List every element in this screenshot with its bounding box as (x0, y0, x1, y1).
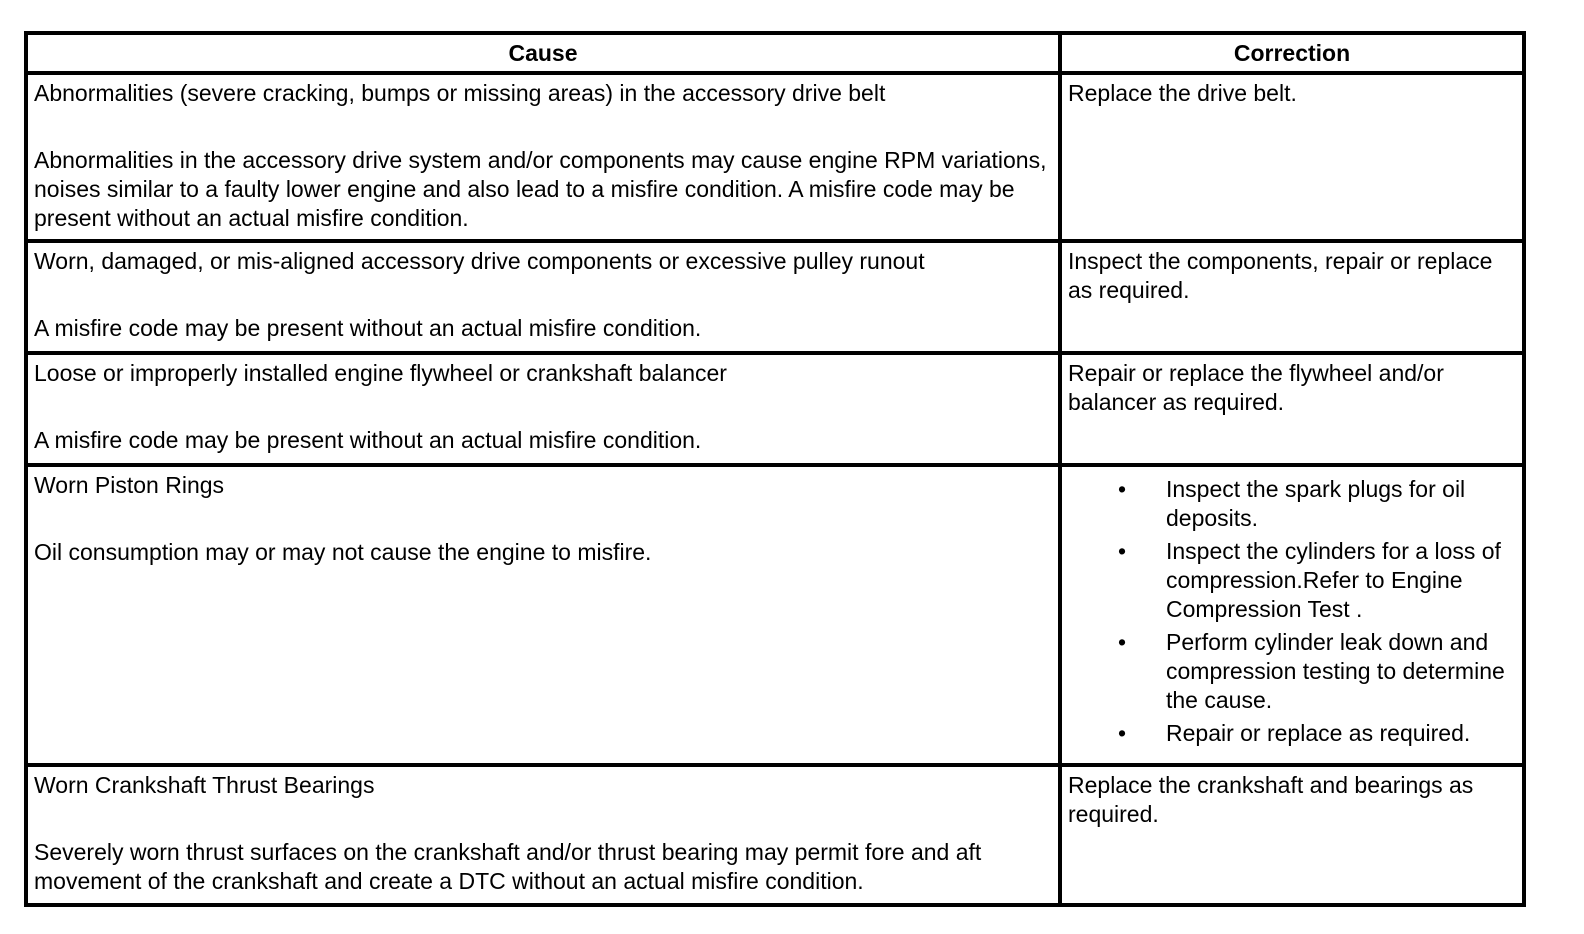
table-row (26, 465, 1524, 765)
cause-note: Abnormalities in the accessory drive system and/or components may cause engine RPM variations, noises similar to a faulty lower engine and also lead to a misfire condition. A misfire code may be present without an actual misfire condition. (34, 147, 1047, 231)
correction-cell (1060, 765, 1524, 905)
correction-item-text: Inspect the spark plugs for oil deposits. (1166, 476, 1466, 531)
cause-note: A misfire code may be present without an actual misfire condition. (34, 315, 702, 341)
correction-item-text: Perform cylinder leak down and compression testing to determine the cause. (1166, 629, 1505, 713)
correction-item-text: Inspect the cylinders for a loss of compression.Refer to Engine Compression Test . (1166, 538, 1501, 622)
cause-text: Loose or improperly installed engine flywheel or crankshaft balancer (34, 360, 727, 386)
bullet-icon: • (1117, 629, 1127, 655)
cause-text: Worn, damaged, or mis-aligned accessory drive components or excessive pulley runout (34, 248, 925, 274)
cause-cell (26, 765, 1060, 905)
list-item (1068, 719, 1516, 748)
list-item (1068, 628, 1516, 715)
correction-item-text: Repair or replace as required. (1166, 720, 1471, 746)
list-item (1068, 475, 1516, 533)
correction-text: Inspect the components, repair or replace as required. (1068, 248, 1493, 303)
cause-text: Abnormalities (severe cracking, bumps or missing areas) in the accessory drive belt (34, 80, 886, 106)
correction-cell (1060, 73, 1524, 241)
correction-cell (1060, 465, 1524, 765)
header-cause: Cause (26, 33, 1060, 73)
cause-text: Worn Crankshaft Thrust Bearings (34, 772, 375, 798)
header-correction: Correction (1060, 33, 1524, 73)
list-item (1068, 537, 1516, 624)
table-row (26, 353, 1524, 465)
bullet-icon: • (1117, 538, 1127, 564)
cause-cell (26, 353, 1060, 465)
bullet-icon: • (1117, 720, 1127, 746)
cause-cell (26, 73, 1060, 241)
table-row (26, 241, 1524, 353)
cause-cell (26, 465, 1060, 765)
table-row (26, 73, 1524, 241)
correction-cell (1060, 353, 1524, 465)
correction-list (1068, 475, 1516, 748)
bullet-icon: • (1117, 476, 1127, 502)
correction-text: Repair or replace the flywheel and/or balancer as required. (1068, 360, 1444, 415)
cause-text: Worn Piston Rings (34, 472, 225, 498)
table-row (26, 765, 1524, 905)
cause-note: Oil consumption may or may not cause the engine to misfire. (34, 539, 652, 565)
correction-cell (1060, 241, 1524, 353)
correction-text: Replace the drive belt. (1068, 80, 1297, 106)
diagnostic-table (24, 31, 1526, 907)
cause-note: Severely worn thrust surfaces on the crankshaft and/or thrust bearing may permit fore and aft movement of the crankshaft and create a DTC without an actual misfire condition. (34, 839, 982, 894)
cause-cell (26, 241, 1060, 353)
correction-text: Replace the crankshaft and bearings as required. (1068, 772, 1474, 827)
table-header-row (26, 33, 1524, 73)
cause-note: A misfire code may be present without an actual misfire condition. (34, 427, 702, 453)
